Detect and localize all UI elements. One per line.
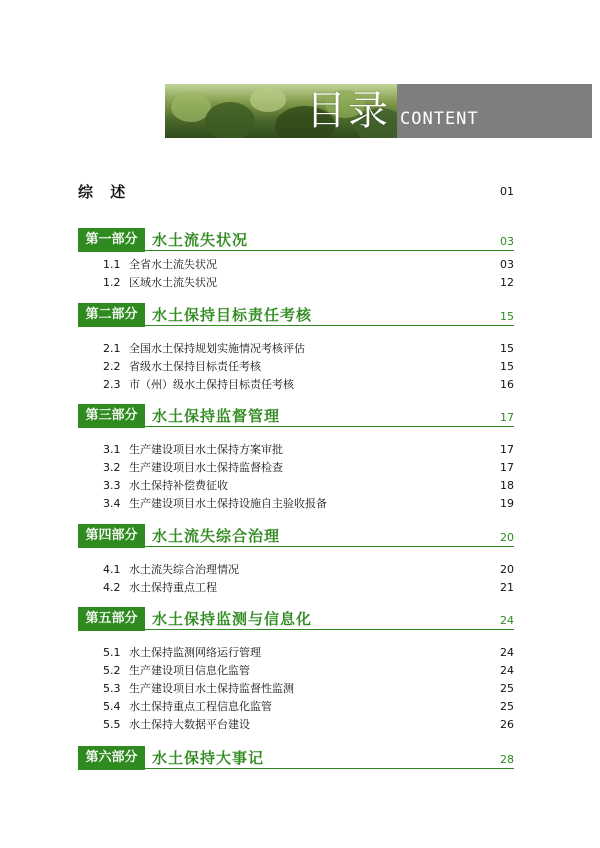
part-divider xyxy=(145,629,514,630)
toc-item[interactable] xyxy=(103,717,514,733)
item-page: 15 xyxy=(500,360,514,373)
part-heading[interactable] xyxy=(78,228,514,252)
toc-item[interactable] xyxy=(103,580,514,596)
overview-page: 01 xyxy=(500,185,514,198)
toc-subtitle: CONTENT xyxy=(400,109,479,129)
item-number: 1.2 xyxy=(103,276,121,289)
part-page: 17 xyxy=(500,411,514,424)
toc-item[interactable] xyxy=(103,341,514,357)
part-title: 水土保持监督管理 xyxy=(152,407,281,425)
toc-item[interactable] xyxy=(103,645,514,661)
toc-item[interactable] xyxy=(103,257,514,273)
part-title: 水土保持目标责任考核 xyxy=(152,306,313,324)
item-number: 5.4 xyxy=(103,700,121,713)
toc-item[interactable] xyxy=(103,460,514,476)
overview-entry[interactable] xyxy=(78,181,514,203)
item-page: 25 xyxy=(500,682,514,695)
toc-item[interactable] xyxy=(103,699,514,715)
overview-title: 综 述 xyxy=(78,183,132,201)
item-number: 3.4 xyxy=(103,497,121,510)
item-text: 生产建设项目水土保持设施自主验收报备 xyxy=(129,497,327,510)
item-number: 4.1 xyxy=(103,563,121,576)
item-text: 水土保持重点工程信息化监管 xyxy=(129,700,272,713)
part-label: 第四部分 xyxy=(78,524,145,548)
item-text: 区域水土流失状况 xyxy=(129,276,217,289)
part-divider xyxy=(145,250,514,251)
item-text: 省级水土保持目标责任考核 xyxy=(129,360,261,373)
item-number: 3.1 xyxy=(103,443,121,456)
item-number: 3.2 xyxy=(103,461,121,474)
part-page: 20 xyxy=(500,531,514,544)
part-title: 水土流失综合治理 xyxy=(152,527,281,545)
item-number: 5.2 xyxy=(103,664,121,677)
item-page: 26 xyxy=(500,718,514,731)
part-heading[interactable] xyxy=(78,607,514,631)
item-text: 水土保持补偿费征收 xyxy=(129,479,228,492)
item-number: 4.2 xyxy=(103,581,121,594)
toc-item[interactable] xyxy=(103,377,514,393)
item-text: 水土流失综合治理情况 xyxy=(129,563,239,576)
item-page: 15 xyxy=(500,342,514,355)
item-number: 2.1 xyxy=(103,342,121,355)
item-number: 5.3 xyxy=(103,682,121,695)
part-label: 第二部分 xyxy=(78,303,145,327)
item-page: 16 xyxy=(500,378,514,391)
item-page: 20 xyxy=(500,563,514,576)
part-page: 24 xyxy=(500,614,514,627)
toc-item[interactable] xyxy=(103,663,514,679)
item-page: 18 xyxy=(500,479,514,492)
part-page: 28 xyxy=(500,753,514,766)
item-text: 全省水土流失状况 xyxy=(129,258,217,271)
item-page: 03 xyxy=(500,258,514,271)
part-label: 第一部分 xyxy=(78,228,145,252)
item-number: 1.1 xyxy=(103,258,121,271)
part-heading[interactable] xyxy=(78,524,514,548)
item-text: 生产建设项目水土保持监督性监测 xyxy=(129,682,294,695)
item-page: 19 xyxy=(500,497,514,510)
part-divider xyxy=(145,546,514,547)
part-label: 第六部分 xyxy=(78,746,145,770)
toc-title: 目录 xyxy=(306,88,390,134)
item-number: 5.5 xyxy=(103,718,121,731)
toc-item[interactable] xyxy=(103,275,514,291)
item-page: 17 xyxy=(500,461,514,474)
item-text: 水土保持重点工程 xyxy=(129,581,217,594)
toc-item[interactable] xyxy=(103,496,514,512)
item-page: 24 xyxy=(500,664,514,677)
toc-item[interactable] xyxy=(103,478,514,494)
item-text: 生产建设项目信息化监管 xyxy=(129,664,250,677)
toc-item[interactable] xyxy=(103,442,514,458)
item-text: 市（州）级水土保持目标责任考核 xyxy=(129,378,294,391)
item-page: 12 xyxy=(500,276,514,289)
toc-item[interactable] xyxy=(103,681,514,697)
item-number: 3.3 xyxy=(103,479,121,492)
item-page: 17 xyxy=(500,443,514,456)
part-heading[interactable] xyxy=(78,404,514,428)
part-divider xyxy=(145,325,514,326)
part-heading[interactable] xyxy=(78,746,514,770)
part-label: 第五部分 xyxy=(78,607,145,631)
part-divider xyxy=(145,426,514,427)
item-text: 水土保持监测网络运行管理 xyxy=(129,646,261,659)
item-text: 水土保持大数据平台建设 xyxy=(129,718,250,731)
part-label: 第三部分 xyxy=(78,404,145,428)
item-number: 2.3 xyxy=(103,378,121,391)
part-page: 03 xyxy=(500,235,514,248)
item-number: 5.1 xyxy=(103,646,121,659)
part-title: 水土保持大事记 xyxy=(152,749,265,767)
part-page: 15 xyxy=(500,310,514,323)
toc-item[interactable] xyxy=(103,359,514,375)
toc-item[interactable] xyxy=(103,562,514,578)
part-divider xyxy=(145,768,514,769)
item-text: 全国水土保持规划实施情况考核评估 xyxy=(129,342,305,355)
item-text: 生产建设项目水土保持方案审批 xyxy=(129,443,283,456)
item-page: 21 xyxy=(500,581,514,594)
part-heading[interactable] xyxy=(78,303,514,327)
item-page: 25 xyxy=(500,700,514,713)
toc-header xyxy=(0,0,600,160)
part-title: 水土流失状况 xyxy=(152,231,249,249)
item-page: 24 xyxy=(500,646,514,659)
item-number: 2.2 xyxy=(103,360,121,373)
part-title: 水土保持监测与信息化 xyxy=(152,610,313,628)
item-text: 生产建设项目水土保持监督检查 xyxy=(129,461,283,474)
